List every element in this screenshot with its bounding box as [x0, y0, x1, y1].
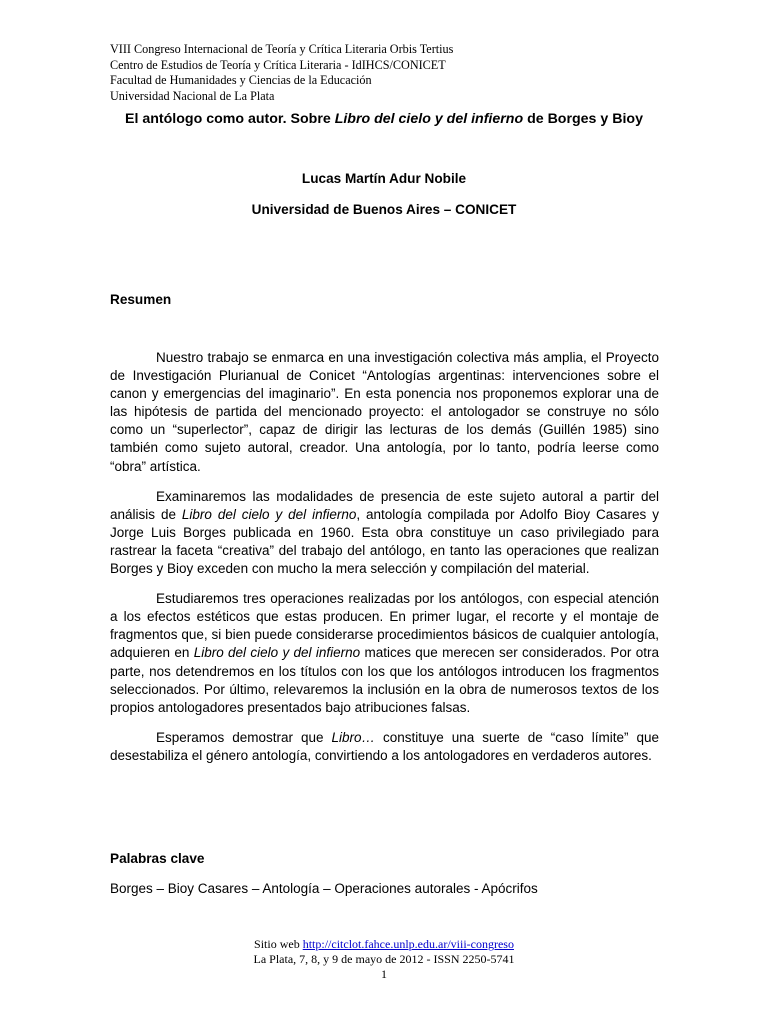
page-number: 1	[381, 967, 387, 981]
author-affiliation: Universidad de Buenos Aires – CONICET	[251, 202, 517, 217]
paragraph-italic: Libro del cielo y del infierno	[181, 506, 357, 522]
keywords-list: Borges – Bioy Casares – Antología – Operaciones autorales - Apócrifos	[110, 881, 538, 896]
paper-title	[0, 111, 768, 127]
paragraph-text: Estudiaremos tres operaciones realizadas por los antólogos, con especial atención a los efectos estéticos que estas producen. En primer lugar, el recorte y el montaje de fragmentos que, si bien puede considerarse procedimientos básicos de cualquier antología, adquieren en	[110, 591, 659, 661]
abstract-paragraph	[110, 488, 659, 578]
paragraph-italic: Libro del cielo y del infierno	[193, 645, 361, 661]
title-italic: Libro del cielo y del infierno	[334, 111, 524, 127]
abstract-paragraph	[110, 349, 659, 476]
footer-site-line	[0, 937, 768, 952]
abstract-paragraph	[110, 729, 659, 765]
header-line: Centro de Estudios de Teoría y Crítica Literaria - IdIHCS/CONICET	[110, 57, 446, 72]
paragraph-text: Esperamos demostrar que	[156, 729, 332, 745]
footer-site-label: Sitio web	[254, 937, 303, 951]
paragraph-text: matices que merecen ser considerados. Por otra parte, nos detendremos en los títulos con los que los antólogos introducen los fragmentos seleccionados. Por último, relevaremos la inclusión en la obra de numerosos textos de los propios antologadores presentados bajo atribuciones falsas.	[110, 645, 659, 715]
header-line: Facultad de Humanidades y Ciencias de la Educación	[110, 73, 372, 87]
abstract-body	[110, 349, 659, 777]
keywords-heading: Palabras clave	[110, 851, 205, 866]
page-footer	[0, 937, 768, 982]
title-suffix: de Borges y Bioy	[523, 111, 643, 127]
header-line: VIII Congreso Internacional de Teoría y Crítica Literaria Orbis Tertius	[110, 42, 454, 56]
abstract-paragraph	[110, 590, 659, 717]
conference-website-link[interactable]: http://citclot.fahce.unlp.edu.ar/viii-congreso	[302, 937, 514, 951]
paragraph-text: Examinaremos las modalidades de presencia de este sujeto autoral a partir del análisis de	[110, 488, 659, 522]
paragraph-text: Nuestro trabajo se enmarca en una investigación colectiva más amplia, el Proyecto de Investigación Plurianual de Conicet “Antologías argentinas: intervenciones sobre el canon y emergencias del imaginario”. En esta ponencia nos proponemos explorar una de las hipótesis de partida del mencionado proyecto: el antologador se construye no sólo como un “superlector”, capaz de dirigir las lecturas de los demás (Guillén 1985) sino también como sujeto autoral, creador. Una antología, por lo tanto, podría leerse como “obra” artística.	[110, 350, 659, 474]
paragraph-text: , antología compilada por Adolfo Bioy Casares y Jorge Luis Borges publicada en 1960. Esta obra constituye un caso privilegiado para rastrear la faceta “creativa” del trabajo del antólogo, en tanto las operaciones que realizan Borges y Bioy exceden con mucho la mera selección y compilación del material.	[110, 506, 659, 577]
abstract-heading: Resumen	[110, 292, 172, 307]
header-line: Universidad Nacional de La Plata	[110, 88, 275, 103]
title-prefix: El antólogo como autor. Sobre	[125, 111, 335, 127]
footer-event-line: La Plata, 7, 8, y 9 de mayo de 2012 - ISSN 2250-5741	[253, 952, 515, 966]
paragraph-text: constituye una suerte de “caso límite” que desestabiliza el género antología, convirtiendo a los antologadores en verdaderos autores.	[110, 729, 659, 763]
conference-header	[110, 42, 530, 104]
paragraph-italic: Libro…	[331, 729, 376, 745]
author-name: Lucas Martín Adur Nobile	[301, 171, 467, 186]
